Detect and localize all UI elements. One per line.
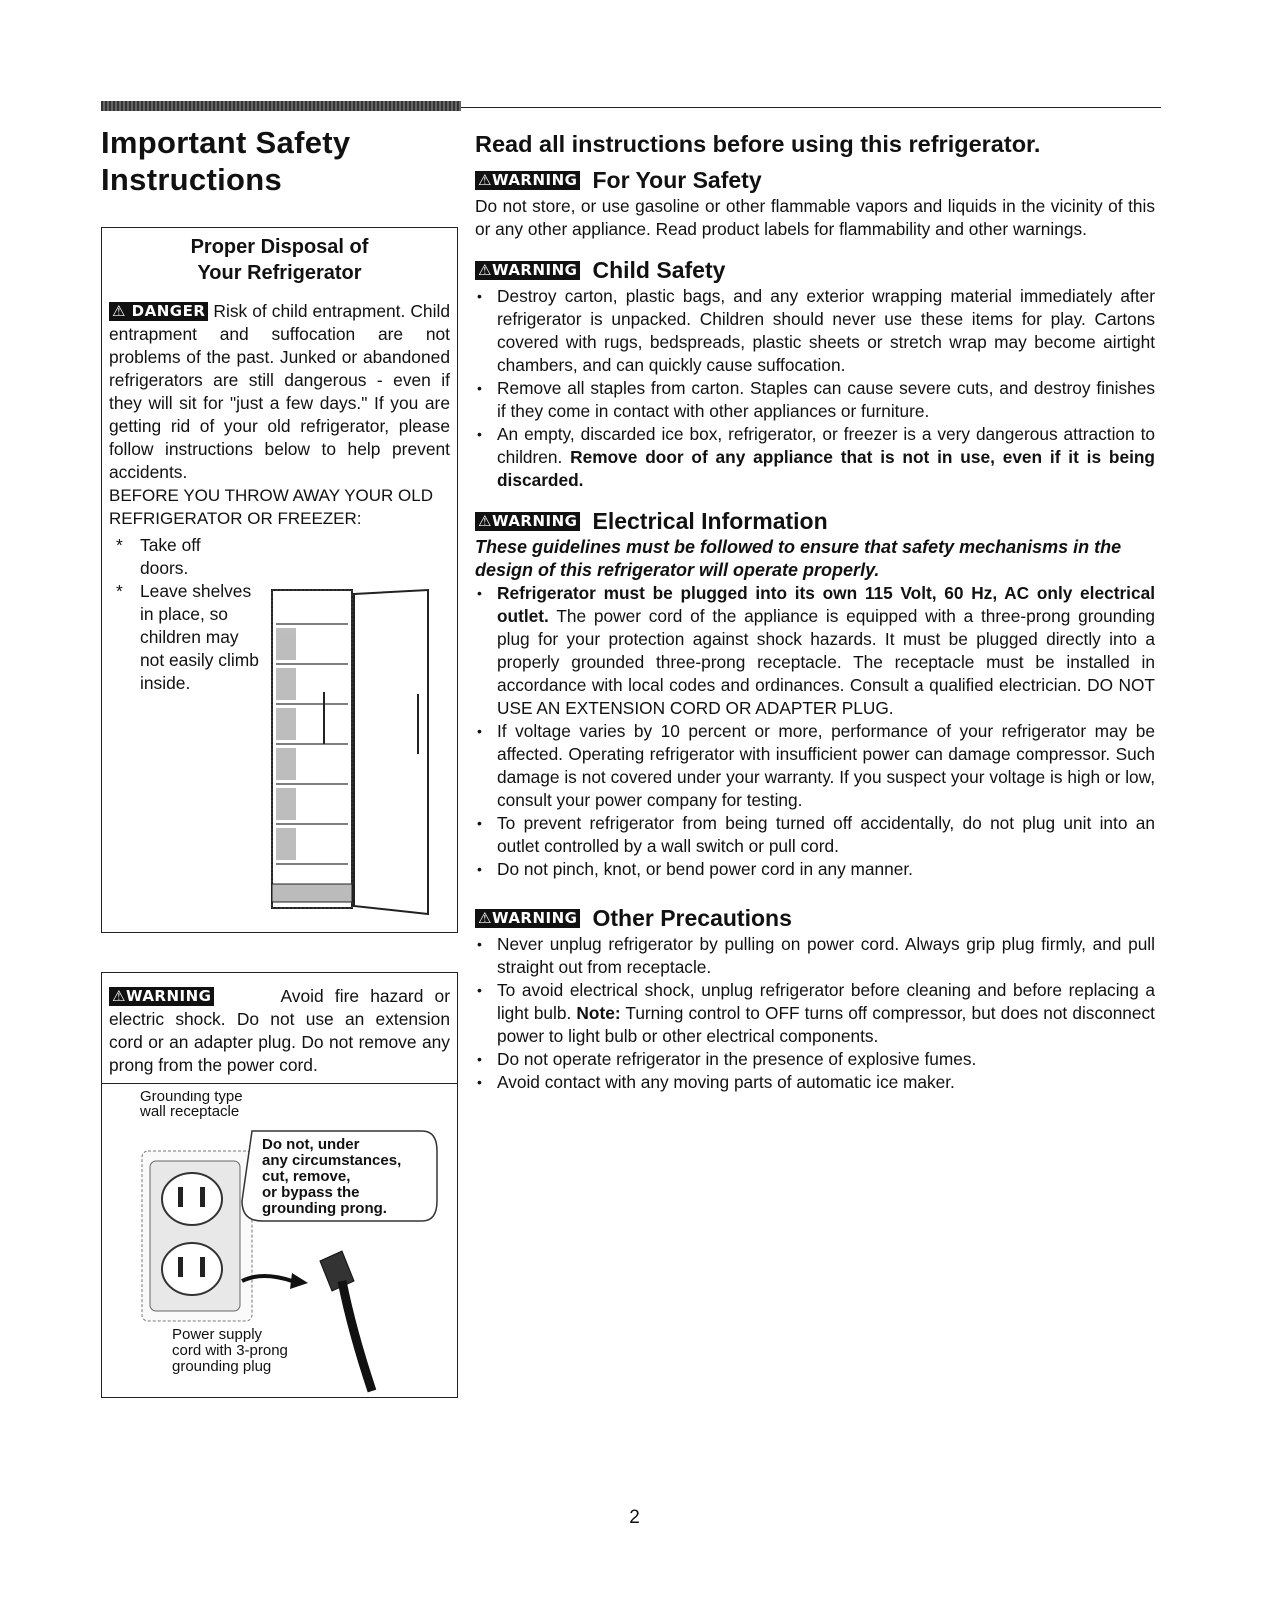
- section-child-safety: [475, 255, 1155, 492]
- grounding-diagram: [102, 1091, 457, 1397]
- callout-line: grounding prong.: [262, 1200, 387, 1217]
- disposal-title-line1: Proper Disposal of: [190, 236, 369, 258]
- danger-badge: ⚠ DANGER: [109, 302, 208, 321]
- receptacle-label-2: wall receptacle: [140, 1103, 240, 1120]
- disposal-step: * Leave shelves in place, so children may not easily climb inside.: [116, 581, 259, 693]
- section-electrical: [475, 506, 1155, 881]
- list-item-text: Turning control to OFF turns off compressor, but does not disconnect power to light bulb or other electrical components.: [497, 1003, 1155, 1046]
- list-item: • To prevent refrigerator from being turned off accidentally, do not plug unit into an outlet controlled by a wall switch or pull cord.: [475, 812, 1155, 858]
- section-heading: [475, 903, 1155, 933]
- list-item: [475, 582, 1155, 720]
- list-item: • If voltage varies by 10 percent or more, performance of your refrigerator may be affected. Operating refrigerator with insufficient power can damage compressor. Such damage is not covered under your warranty. If you suspect your voltage is high or low, consult your power company for testing.: [475, 720, 1155, 812]
- warning-badge-label: WARNING: [491, 260, 578, 279]
- section-heading: [475, 506, 1155, 536]
- header-rule-line: [461, 107, 1161, 108]
- list-item: • Do not pinch, knot, or bend power cord in any manner.: [475, 858, 1155, 881]
- section-heading: [475, 255, 1155, 285]
- list-item-text: To avoid electrical shock, unplug refrigerator before cleaning and before replacing a light bulb.: [497, 980, 1155, 1023]
- page-title-line2: Instructions: [101, 162, 283, 197]
- warning-badge: ⚠WARNING: [109, 987, 214, 1006]
- page-title-line1: Important Safety: [101, 125, 351, 160]
- lead-heading: Read all instructions before using this refrigerator.: [475, 131, 1041, 157]
- plug-label: cord with 3-prong: [172, 1342, 288, 1359]
- instructions-column: [475, 124, 1155, 1094]
- list-item: [475, 979, 1155, 1048]
- callout-line: or bypass the: [262, 1184, 360, 1201]
- section-other-precautions: [475, 903, 1155, 1094]
- warning-badge-label: WARNING: [491, 170, 578, 189]
- list-item: [475, 423, 1155, 492]
- box-divider: [102, 1083, 457, 1084]
- guideline-text: These guidelines must be followed to ensure that safety mechanisms in the design of this refrigerator will operate properly.: [475, 537, 1122, 580]
- list-item: • Remove all staples from carton. Staples can cause severe cuts, and destroy finishes if they come in contact with other appliances or furniture.: [475, 377, 1155, 423]
- warning-badge-label: WARNING: [491, 908, 578, 927]
- section-title: For Your Safety: [592, 167, 762, 193]
- section-text: Do not store, or use gasoline or other flammable vapors and liquids in the vicinity of this or any other appliance. Read product labels for flammability and other warnings.: [475, 196, 1155, 239]
- disposal-title: [102, 234, 457, 286]
- list-item-bold: Refrigerator must be plugged into its own 115 Volt, 60 Hz, AC only electrical outlet.: [497, 583, 1155, 626]
- disposal-step: * Take off doors.: [116, 535, 201, 578]
- list-item-bold: Remove door of any appliance that is not in use, even if it is being discarded.: [497, 447, 1155, 490]
- list-item-text: An empty, discarded ice box, refrigerator, or freezer is a very dangerous attraction to children.: [497, 424, 1155, 467]
- warning-badge: ⚠WARNING: [475, 171, 580, 190]
- danger-badge-label: DANGER: [131, 302, 206, 320]
- refrigerator-illustration: [258, 584, 446, 918]
- section-title: Electrical Information: [592, 508, 828, 534]
- list-item: • Do not operate refrigerator in the presence of explosive fumes.: [475, 1048, 1155, 1071]
- section-title: Child Safety: [592, 257, 726, 283]
- disposal-step-text: Take off doors.: [140, 535, 201, 578]
- list-item: • Never unplug refrigerator by pulling on power cord. Always grip plug firmly, and pull straight out from receptacle.: [475, 933, 1155, 979]
- fire-warning-box: [101, 972, 458, 1398]
- section-your-safety: [475, 165, 1155, 241]
- disposal-intro: [102, 300, 457, 484]
- note-label: Note:: [576, 1003, 621, 1023]
- list-item: • Avoid contact with any moving parts of automatic ice maker.: [475, 1071, 1155, 1094]
- warning-badge: ⚠WARNING: [475, 512, 580, 531]
- disposal-step-text: Leave shelves in place, so children may not easily climb inside.: [140, 581, 259, 693]
- list-item: • Destroy carton, plastic bags, and any exterior wrapping material immediately after refrigerator is unpacked. Children should never use these items for play. Cartons covered with rugs, bedspreads, plastic sheets or stretch wrap may become airtight chambers, and can quickly cause suffocation.: [475, 285, 1155, 377]
- disposal-box: [101, 227, 458, 933]
- warning-badge-label: WARNING: [125, 987, 212, 1005]
- header-rule-bar: [101, 101, 461, 111]
- callout-line: Do not, under: [262, 1136, 360, 1153]
- plug-label: grounding plug: [172, 1358, 272, 1375]
- section-heading: [475, 165, 1155, 195]
- list-item-text: The power cord of the appliance is equipped with a three-prong grounding plug for your protection against shock hazards. It must be plugged directly into a properly grounded three-prong receptacle. The receptacle must be installed in accordance with local codes and ordinances. Consult a qualified electrician. DO NOT USE AN EXTENSION CORD OR ADAPTER PLUG.: [497, 606, 1155, 718]
- fire-warning-text: [102, 985, 457, 1077]
- page-title: [101, 124, 350, 198]
- disposal-intro-text: Risk of child entrapment. Child entrapment and suffocation are not problems of the past. Junked or abandoned refrigerators are still dangerous - even if they will sit for "just a few days." If you are getting rid of your old refrigerator, please follow instructions below to help prevent accidents.: [109, 301, 450, 482]
- callout-line: any circumstances,: [262, 1152, 402, 1169]
- warning-badge: ⚠WARNING: [475, 909, 580, 928]
- page-number: 2: [629, 1507, 640, 1528]
- section-title: Other Precautions: [592, 905, 792, 931]
- receptacle-label-1: Grounding type: [140, 1091, 243, 1105]
- bullet-list: [475, 582, 1155, 881]
- warning-badge: ⚠WARNING: [475, 261, 580, 280]
- bullet-list: [475, 933, 1155, 1094]
- disposal-caps: BEFORE YOU THROW AWAY YOUR OLD REFRIGERATOR OR FREEZER:: [109, 486, 434, 528]
- warning-badge-label: WARNING: [491, 511, 578, 530]
- callout-line: cut, remove,: [262, 1168, 351, 1185]
- plug-label: Power supply: [172, 1326, 263, 1343]
- bullet-list: [475, 285, 1155, 492]
- fire-warning-body: Avoid fire hazard or electric shock. Do not use an extension cord or an adapter plug. Do not remove any prong from the power cord.: [109, 986, 450, 1075]
- disposal-title-line2: Your Refrigerator: [197, 262, 362, 284]
